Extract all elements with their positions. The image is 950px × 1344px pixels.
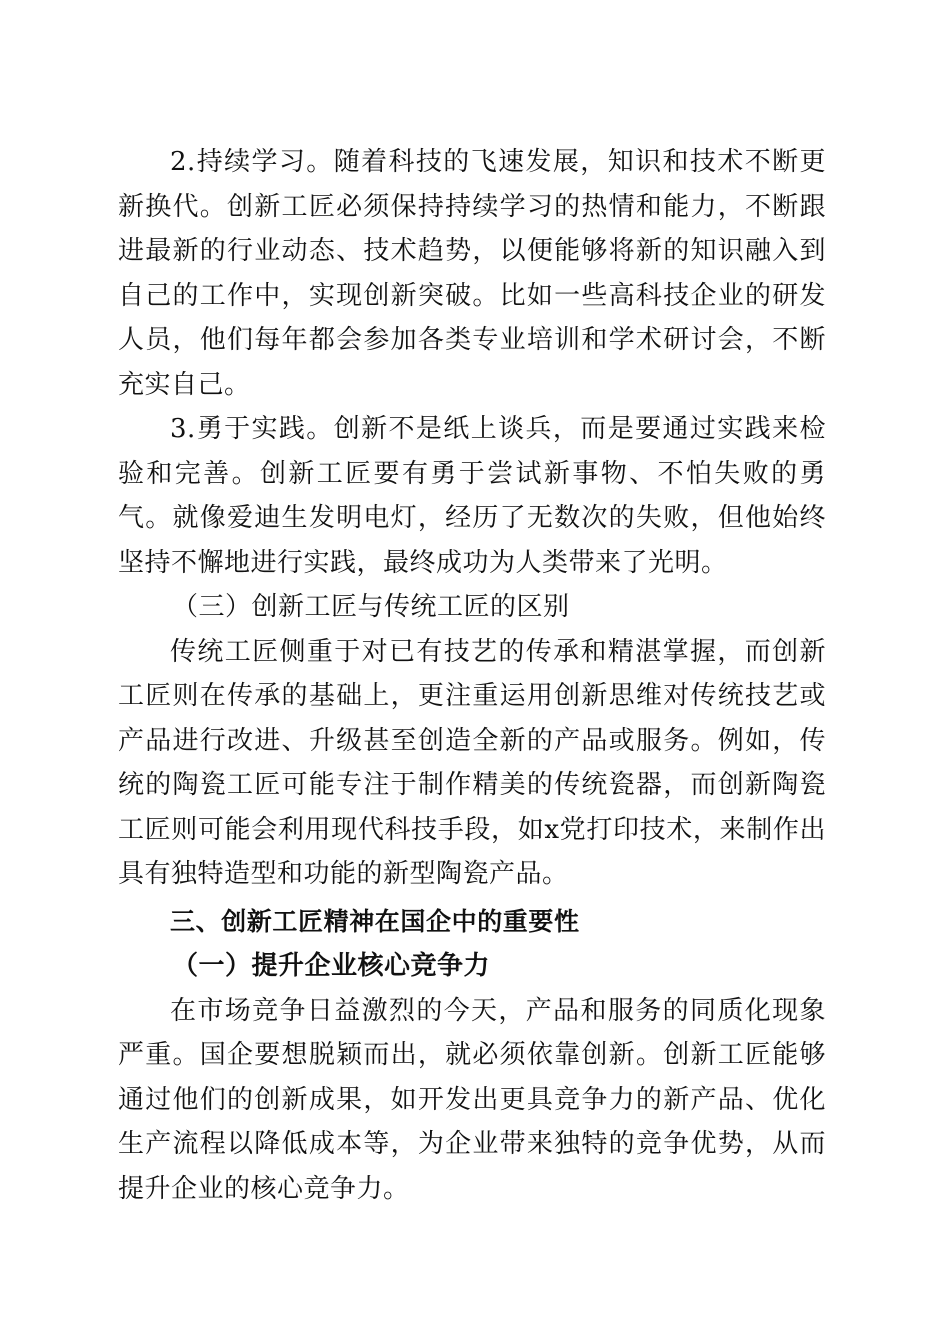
subheading-core-competitiveness: （一）提升企业核心竞争力: [172, 951, 491, 981]
subheading-innovative-vs-traditional: （三）创新工匠与传统工匠的区别: [172, 592, 570, 622]
document-body: [118, 140, 826, 1211]
section-heading-importance: 三、创新工匠精神在国企中的重要性: [170, 906, 580, 936]
paragraph-traditional-craftsman: 传统工匠侧重于对已有技艺的传承和精湛掌握，而创新工匠则在传承的基础上，更注重运用创新思维对传统技艺或产品进行改进、升级甚至创造全新的产品或服务。例如，传统的陶瓷工匠可能专注于制作精美的传统瓷器，而创新陶瓷工匠则可能会利用现代科技手段，如x党打印技术，来制作出具有独特造型和功能的新型陶瓷产品。: [118, 636, 826, 889]
paragraph-brave-practice: 3.勇于实践。创新不是纸上谈兵，而是要通过实践来检验和完善。创新工匠要有勇于尝试新事物、不怕失败的勇气。就像爱迪生发明电灯，经历了无数次的失败，但他始终坚持不懈地进行实践，最终成功为人类带来了光明。: [118, 414, 826, 578]
paragraph-continuous-learning: 2.持续学习。随着科技的飞速发展，知识和技术不断更新换代。创新工匠必须保持持续学习的热情和能力，不断跟进最新的行业动态、技术趋势，以便能够将新的知识融入到自己的工作中，实现创新突破。比如一些高科技企业的研发人员，他们每年都会参加各类专业培训和学术研讨会，不断充实自己。: [118, 147, 826, 400]
paragraph-market-competition: 在市场竞争日益激烈的今天，产品和服务的同质化现象严重。国企要想脱颖而出，就必须依靠创新。创新工匠能够通过他们的创新成果，如开发出更具竞争力的新产品、优化生产流程以降低成本等，为企业带来独特的竞争优势，从而提升企业的核心竞争力。: [118, 995, 826, 1204]
